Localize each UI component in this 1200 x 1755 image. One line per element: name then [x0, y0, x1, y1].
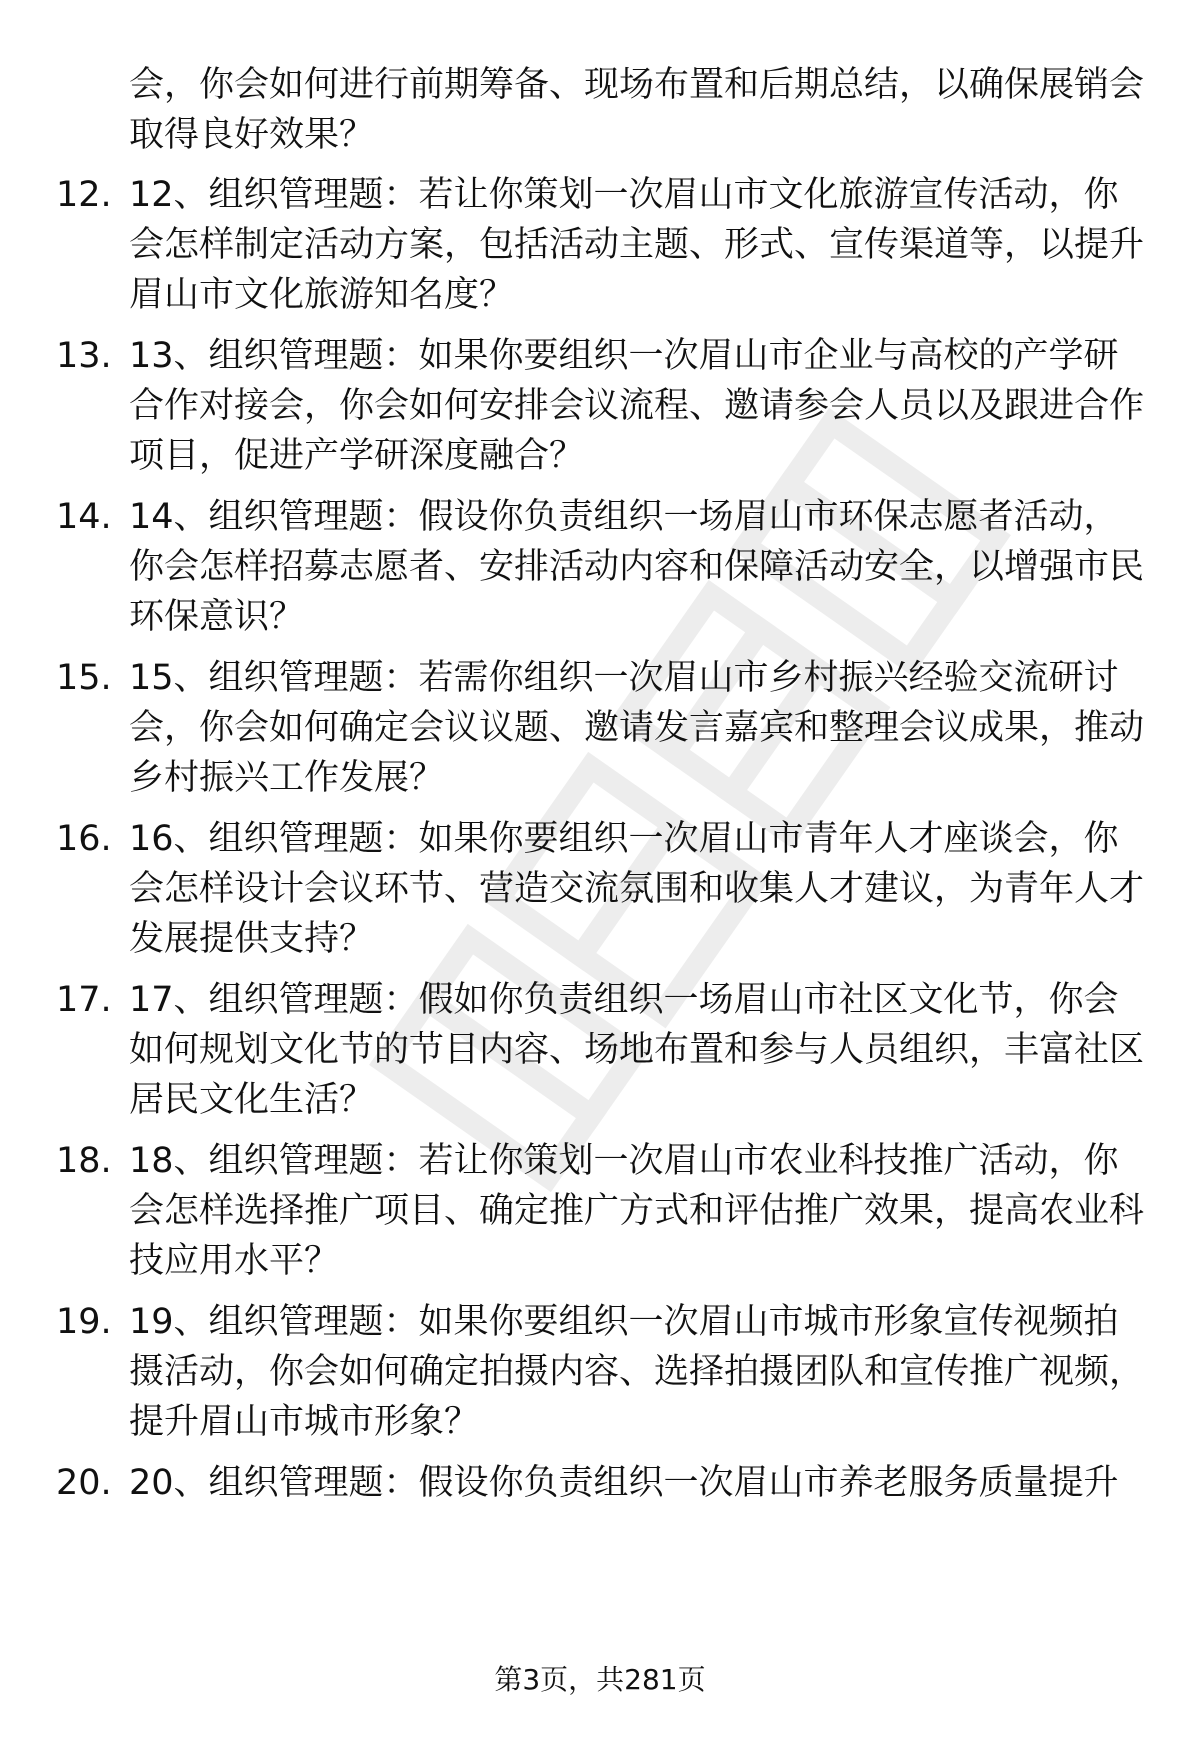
- item-text: 14、组织管理题：假设你负责组织一场眉山市环保志愿者活动，你会怎样招募志愿者、安排活动内容和保障活动安全，以增强市民环保意识？: [129, 497, 1145, 637]
- item-text: 17、组织管理题：假如你负责组织一场眉山市社区文化节，你会如何规划文化节的节目内容、场地布置和参与人员组织，丰富社区居民文化生活？: [129, 980, 1145, 1120]
- item-text: 20、组织管理题：假设你负责组织一次眉山市养老服务质量提升: [129, 1463, 1119, 1503]
- item-text: 18、组织管理题：若让你策划一次眉山市农业科技推广活动，你会怎样选择推广项目、确定推广方式和评估推广效果，提高农业科技应用水平？: [129, 1141, 1145, 1281]
- continuation-text: 会，你会如何进行前期筹备、现场布置和后期总结，以确保展销会取得良好效果？: [129, 65, 1145, 155]
- item-number: 12.: [56, 175, 112, 215]
- item-number: 16.: [56, 819, 112, 859]
- item-text: 16、组织管理题：如果你要组织一次眉山市青年人才座谈会，你会怎样设计会议环节、营造交流氛围和收集人才建议，为青年人才发展提供支持？: [129, 819, 1145, 959]
- item-text: 13、组织管理题：如果你要组织一次眉山市企业与高校的产学研合作对接会，你会如何安排会议流程、邀请参会人员以及跟进合作项目，促进产学研深度融合？: [129, 336, 1145, 476]
- item-text: 19、组织管理题：如果你要组织一次眉山市城市形象宣传视频拍摄活动，你会如何确定拍摄内容、选择拍摄团队和宣传推广视频，提升眉山市城市形象？: [129, 1302, 1145, 1442]
- item-number: 13.: [56, 336, 112, 376]
- item-number: 20.: [56, 1463, 112, 1503]
- item-number: 19.: [56, 1302, 112, 1342]
- item-number: 17.: [56, 980, 112, 1020]
- item-number: 14.: [56, 497, 112, 537]
- page-footer: 第3页，共281页: [494, 1663, 706, 1696]
- item-text: 12、组织管理题：若让你策划一次眉山市文化旅游宣传活动，你会怎样制定活动方案，包括活动主题、形式、宣传渠道等，以提升眉山市文化旅游知名度？: [129, 175, 1145, 315]
- item-number: 18.: [56, 1141, 112, 1181]
- item-text: 15、组织管理题：若需你组织一次眉山市乡村振兴经验交流研讨会，你会如何确定会议议题、邀请发言嘉宾和整理会议成果，推动乡村振兴工作发展？: [129, 658, 1145, 798]
- item-number: 15.: [56, 658, 112, 698]
